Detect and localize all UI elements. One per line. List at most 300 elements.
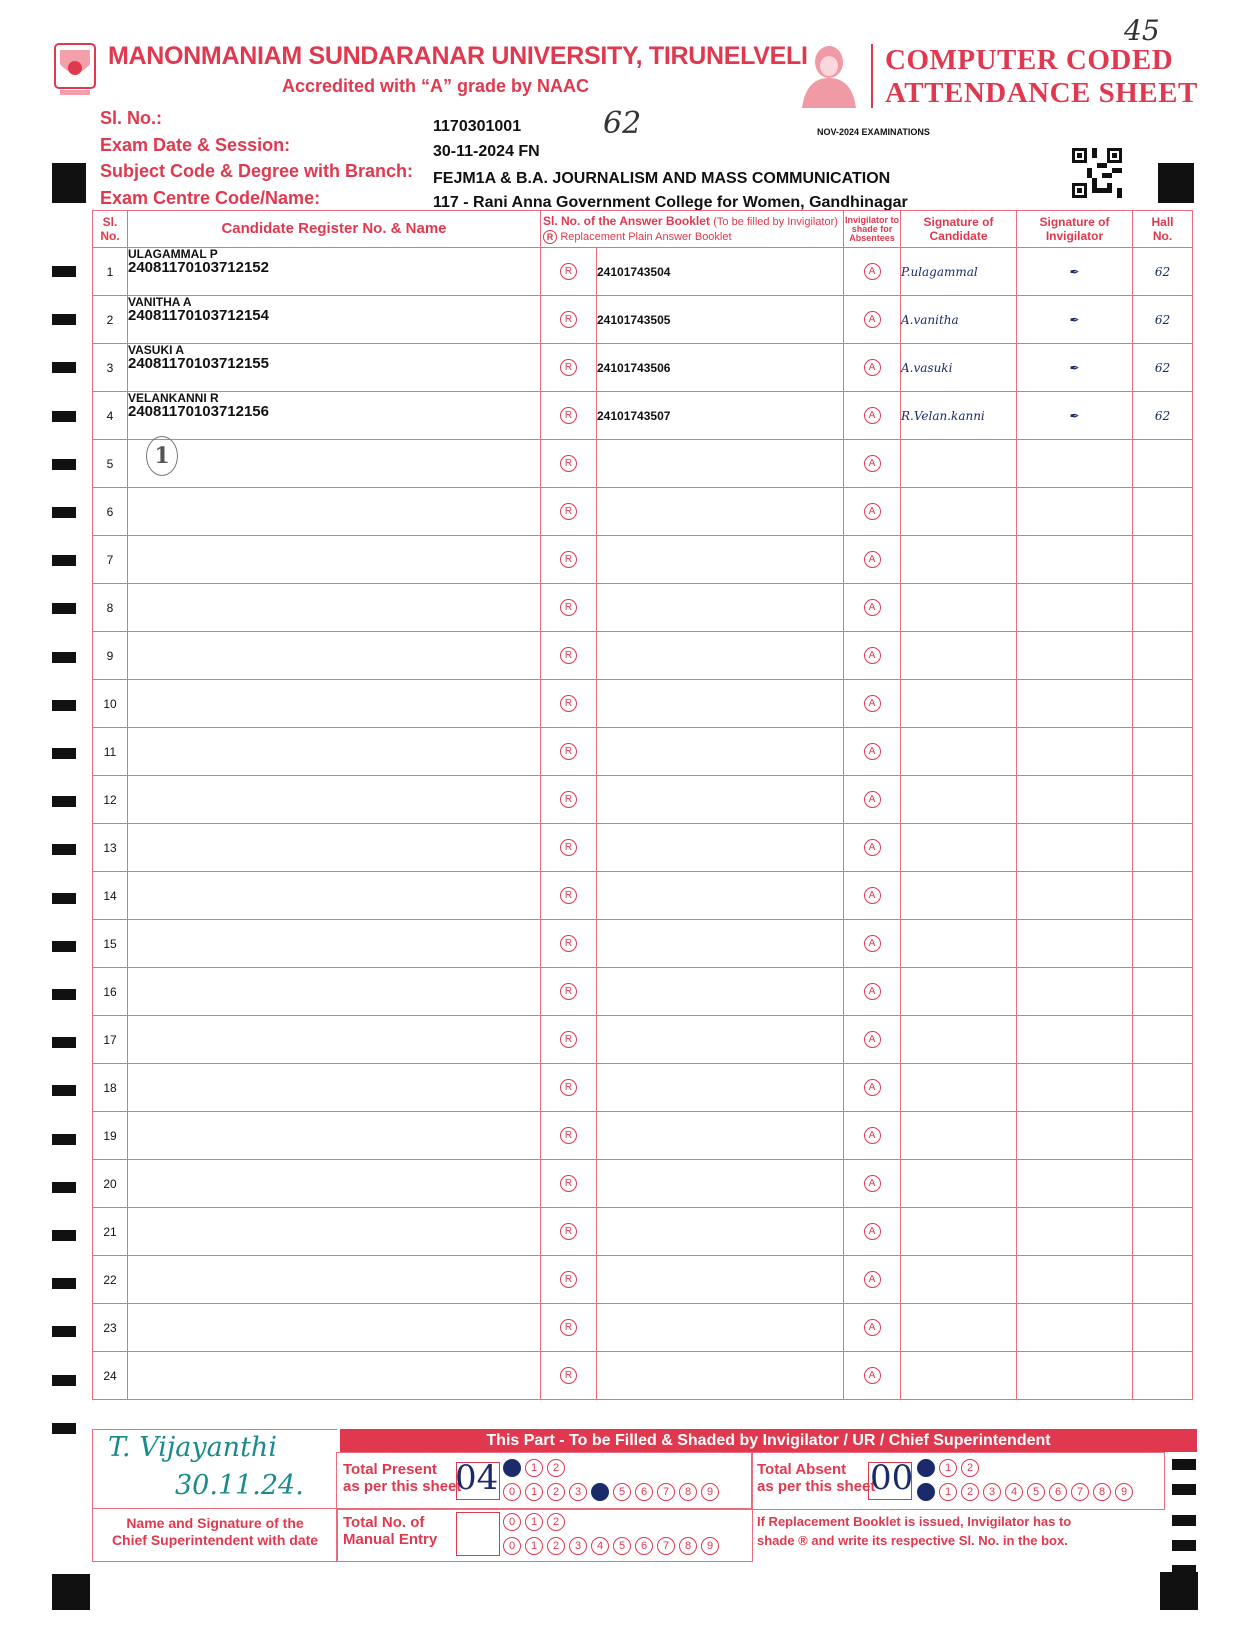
digit-bubble[interactable]: 4 <box>591 1483 609 1501</box>
invigilator-signature[interactable] <box>1017 872 1133 920</box>
absent-bubble-cell[interactable] <box>844 536 901 584</box>
exam-date-value: 30-11-2024 FN <box>433 143 540 160</box>
digit-bubble[interactable]: 0 <box>503 1513 521 1531</box>
absent-bubble-cell[interactable] <box>844 872 901 920</box>
absent-bubble[interactable]: A <box>864 839 881 856</box>
digit-bubble[interactable]: 5 <box>1027 1483 1045 1501</box>
digit-bubble[interactable]: 1 <box>939 1483 957 1501</box>
absent-bubble[interactable]: A <box>864 935 881 952</box>
absent-bubble[interactable]: A <box>864 551 881 568</box>
replacement-bubble-cell[interactable] <box>541 776 597 824</box>
candidate-cell <box>128 1208 541 1256</box>
absent-bubble-cell[interactable] <box>844 968 901 1016</box>
digit-bubble[interactable]: 2 <box>547 1483 565 1501</box>
digit-bubble[interactable]: 2 <box>547 1459 565 1477</box>
invigilator-signature[interactable] <box>1017 488 1133 536</box>
invigilator-signature[interactable]: ✒ <box>1017 392 1133 440</box>
digit-bubble[interactable]: 3 <box>983 1483 1001 1501</box>
digit-bubble[interactable]: 4 <box>591 1537 609 1555</box>
candidate-signature[interactable] <box>901 680 1017 728</box>
replacement-bubble-cell[interactable] <box>541 248 597 296</box>
hall-number[interactable] <box>1133 440 1193 488</box>
replacement-bubble[interactable]: R <box>560 1367 577 1384</box>
hall-number[interactable] <box>1133 680 1193 728</box>
digit-bubble[interactable]: 6 <box>635 1483 653 1501</box>
header-divider <box>871 44 873 108</box>
candidate-name: VASUKI A <box>128 343 185 357</box>
invigilator-signature[interactable] <box>1017 920 1133 968</box>
absent-bubble-cell[interactable] <box>844 1304 901 1352</box>
replacement-bubble-cell[interactable] <box>541 680 597 728</box>
replacement-bubble-cell[interactable] <box>541 1160 597 1208</box>
absent-bubble[interactable]: A <box>864 1271 881 1288</box>
replacement-bubble-cell[interactable] <box>541 1016 597 1064</box>
booklet-number[interactable] <box>597 1208 844 1256</box>
replacement-bubble[interactable]: R <box>560 407 577 424</box>
absent-bubble[interactable]: A <box>864 311 881 328</box>
centre-value: 117 - Rani Anna Government College for Women, Gandhinagar <box>433 194 908 211</box>
replacement-bubble[interactable]: R <box>560 743 577 760</box>
invigilator-signature[interactable] <box>1017 536 1133 584</box>
replacement-bubble[interactable]: R <box>560 647 577 664</box>
col-header-booklet <box>541 211 844 248</box>
invigilator-signature[interactable] <box>1017 824 1133 872</box>
digit-bubble[interactable]: 3 <box>569 1537 587 1555</box>
invigilator-signature[interactable] <box>1017 1256 1133 1304</box>
booklet-number[interactable]: 24101743506 <box>597 344 844 392</box>
invigilator-signature[interactable] <box>1017 968 1133 1016</box>
timing-tick <box>52 266 76 277</box>
absent-bubble-cell[interactable] <box>844 1064 901 1112</box>
hall-number[interactable] <box>1133 1112 1193 1160</box>
replacement-bubble[interactable]: R <box>560 1271 577 1288</box>
booklet-number[interactable] <box>597 824 844 872</box>
candidate-signature[interactable] <box>901 1112 1017 1160</box>
digit-bubble[interactable]: 1 <box>525 1537 543 1555</box>
booklet-header-title: Sl. No. of the Answer Booklet <box>543 214 710 228</box>
candidate-signature[interactable] <box>901 1256 1017 1304</box>
replacement-bubble[interactable]: R <box>560 1319 577 1336</box>
table-row <box>93 872 1193 920</box>
replacement-bubble[interactable]: R <box>560 1079 577 1096</box>
hall-number[interactable]: 62 <box>1133 392 1193 440</box>
replacement-bubble[interactable]: R <box>560 503 577 520</box>
sl-no-value: 1170301001 <box>433 118 522 135</box>
candidate-cell <box>128 1160 541 1208</box>
replacement-bubble-cell[interactable] <box>541 392 597 440</box>
booklet-number[interactable]: 24101743504 <box>597 248 844 296</box>
booklet-number[interactable] <box>597 920 844 968</box>
digit-bubble[interactable]: 8 <box>679 1537 697 1555</box>
absent-bubble-cell[interactable] <box>844 1208 901 1256</box>
absent-bubble-cell[interactable] <box>844 344 901 392</box>
row-slno: 5 <box>93 440 128 488</box>
booklet-number[interactable] <box>597 1160 844 1208</box>
replacement-bubble-cell[interactable] <box>541 1208 597 1256</box>
absent-bubble[interactable]: A <box>864 359 881 376</box>
digit-bubble[interactable]: 7 <box>1071 1483 1089 1501</box>
candidate-signature[interactable] <box>901 440 1017 488</box>
timing-tick <box>52 362 76 373</box>
booklet-number[interactable] <box>597 776 844 824</box>
absent-bubble-cell[interactable] <box>844 920 901 968</box>
col-header-sig-candidate: Signature of Candidate <box>901 211 1017 248</box>
replacement-bubble-cell[interactable] <box>541 728 597 776</box>
candidate-cell <box>128 536 541 584</box>
timing-tick <box>1172 1459 1196 1470</box>
candidate-signature[interactable] <box>901 1304 1017 1352</box>
absent-bubble-cell[interactable] <box>844 728 901 776</box>
booklet-number[interactable] <box>597 1064 844 1112</box>
replacement-bubble-cell[interactable] <box>541 1256 597 1304</box>
absent-bubble-cell[interactable] <box>844 632 901 680</box>
timing-tick <box>52 1037 76 1048</box>
absent-bubble[interactable]: A <box>864 407 881 424</box>
candidate-signature[interactable]: R.Velan.kanni <box>901 392 1017 440</box>
replacement-bubble-cell[interactable] <box>541 1112 597 1160</box>
registration-mark-top-right <box>1158 163 1194 203</box>
replacement-bubble[interactable]: R <box>560 599 577 616</box>
candidate-signature[interactable] <box>901 968 1017 1016</box>
chief-label-line2: Chief Superintendent with date <box>111 1532 319 1548</box>
booklet-number[interactable] <box>597 632 844 680</box>
absent-bubble[interactable]: A <box>864 503 881 520</box>
digit-bubble[interactable]: 0 <box>917 1459 935 1477</box>
digit-bubble[interactable]: 1 <box>939 1459 957 1477</box>
digit-bubble[interactable]: 6 <box>1049 1483 1067 1501</box>
hall-number[interactable]: 62 <box>1133 344 1193 392</box>
digit-bubble[interactable]: 1 <box>525 1513 543 1531</box>
booklet-number[interactable] <box>597 872 844 920</box>
table-row <box>93 344 1193 392</box>
timing-tick <box>52 1230 76 1241</box>
centre-label: Exam Centre Code/Name: <box>100 188 321 208</box>
invigilator-signature[interactable]: ✒ <box>1017 344 1133 392</box>
row-slno: 17 <box>93 1016 128 1064</box>
booklet-number[interactable]: 24101743507 <box>597 392 844 440</box>
manual-entry-write-box[interactable] <box>456 1512 500 1556</box>
absent-bubble-cell[interactable] <box>844 248 901 296</box>
digit-bubble[interactable]: 1 <box>525 1459 543 1477</box>
timing-tick <box>52 796 76 807</box>
founder-portrait <box>796 42 862 108</box>
hall-number[interactable] <box>1133 1064 1193 1112</box>
replacement-bubble[interactable]: R <box>560 263 577 280</box>
booklet-number[interactable] <box>597 440 844 488</box>
replacement-bubble[interactable]: R <box>560 935 577 952</box>
total-absent-line2: as per this sheet <box>757 1478 876 1495</box>
qr-code <box>1072 148 1122 198</box>
hall-number[interactable] <box>1133 872 1193 920</box>
invigilator-signature[interactable] <box>1017 1304 1133 1352</box>
hall-number[interactable]: 62 <box>1133 248 1193 296</box>
hall-number[interactable]: 62 <box>1133 296 1193 344</box>
digit-bubble[interactable]: 2 <box>961 1483 979 1501</box>
booklet-number[interactable] <box>597 968 844 1016</box>
digit-bubble[interactable]: 6 <box>635 1537 653 1555</box>
replacement-note-line2: shade ® and write its respective Sl. No. in the box. <box>757 1533 1068 1548</box>
candidate-signature[interactable]: P.ulagammal <box>901 248 1017 296</box>
absent-bubble[interactable]: A <box>864 743 881 760</box>
absent-bubble[interactable]: A <box>864 887 881 904</box>
digit-bubble[interactable]: 0 <box>503 1483 521 1501</box>
invigilator-signature[interactable] <box>1017 632 1133 680</box>
university-logo <box>52 42 98 98</box>
digit-bubble[interactable]: 3 <box>569 1483 587 1501</box>
absent-bubble[interactable]: A <box>864 647 881 664</box>
digit-bubble[interactable]: 5 <box>613 1537 631 1555</box>
absent-bubble-cell[interactable] <box>844 824 901 872</box>
replacement-bubble-cell[interactable] <box>541 296 597 344</box>
digit-bubble[interactable]: 5 <box>613 1483 631 1501</box>
replacement-bubble-cell[interactable] <box>541 440 597 488</box>
booklet-number[interactable] <box>597 1112 844 1160</box>
candidate-signature[interactable] <box>901 1016 1017 1064</box>
hall-number[interactable] <box>1133 536 1193 584</box>
hall-number[interactable] <box>1133 728 1193 776</box>
absent-bubble-cell[interactable] <box>844 1352 901 1400</box>
absent-bubble-cell[interactable] <box>844 1016 901 1064</box>
replacement-bubble[interactable]: R <box>560 311 577 328</box>
hall-number[interactable] <box>1133 1160 1193 1208</box>
candidate-signature[interactable] <box>901 488 1017 536</box>
replacement-bubble[interactable]: R <box>560 1031 577 1048</box>
absent-bubble[interactable]: A <box>864 263 881 280</box>
hall-number[interactable] <box>1133 1352 1193 1400</box>
invigilator-signature[interactable] <box>1017 728 1133 776</box>
replacement-bubble[interactable]: R <box>560 359 577 376</box>
table-row <box>93 1256 1193 1304</box>
replacement-bubble[interactable]: R <box>560 1175 577 1192</box>
absent-bubble[interactable]: A <box>864 695 881 712</box>
hall-number[interactable] <box>1133 776 1193 824</box>
timing-tick <box>52 603 76 614</box>
digit-bubble[interactable]: 9 <box>1115 1483 1133 1501</box>
candidate-signature[interactable]: A.vanitha <box>901 296 1017 344</box>
digit-bubble[interactable]: 4 <box>1005 1483 1023 1501</box>
invigilator-signature[interactable] <box>1017 1016 1133 1064</box>
candidate-signature[interactable] <box>901 584 1017 632</box>
digit-bubble[interactable]: 0 <box>917 1483 935 1501</box>
invigilator-signature[interactable] <box>1017 1352 1133 1400</box>
hall-number[interactable] <box>1133 1256 1193 1304</box>
timing-tick <box>52 1085 76 1096</box>
manual-entry-tens-bubbles[interactable] <box>503 1512 569 1531</box>
booklet-number[interactable] <box>597 728 844 776</box>
booklet-number[interactable] <box>597 1352 844 1400</box>
sl-no-label: Sl. No.: <box>100 108 162 128</box>
sheet-title-line1: COMPUTER CODED <box>885 44 1174 76</box>
absent-bubble-cell[interactable] <box>844 1160 901 1208</box>
invigilator-signature[interactable] <box>1017 1208 1133 1256</box>
hall-number[interactable] <box>1133 1304 1193 1352</box>
candidate-signature[interactable] <box>901 872 1017 920</box>
table-row <box>93 1112 1193 1160</box>
replacement-bubble[interactable]: R <box>560 551 577 568</box>
digit-bubble[interactable]: 1 <box>525 1483 543 1501</box>
replacement-bubble-cell[interactable] <box>541 488 597 536</box>
digit-bubble[interactable]: 9 <box>701 1483 719 1501</box>
absent-bubble-cell[interactable] <box>844 1112 901 1160</box>
digit-bubble[interactable]: 8 <box>679 1483 697 1501</box>
candidate-cell <box>128 248 541 296</box>
absent-bubble-cell[interactable] <box>844 680 901 728</box>
row-slno: 3 <box>93 344 128 392</box>
row-slno: 10 <box>93 680 128 728</box>
candidate-signature[interactable]: A.vasuki <box>901 344 1017 392</box>
manual-entry-units-bubbles[interactable] <box>503 1536 723 1555</box>
replacement-bubble[interactable]: R <box>560 455 577 472</box>
replacement-bubble-cell[interactable] <box>541 632 597 680</box>
invigilator-signature[interactable]: ✒ <box>1017 248 1133 296</box>
invigilator-signature[interactable] <box>1017 1064 1133 1112</box>
replacement-bubble-cell[interactable] <box>541 1304 597 1352</box>
accreditation: Accredited with “A” grade by NAAC <box>282 76 590 96</box>
booklet-number[interactable] <box>597 1256 844 1304</box>
absent-bubble[interactable]: A <box>864 1079 881 1096</box>
absent-bubble[interactable]: A <box>864 1367 881 1384</box>
hall-number[interactable] <box>1133 1016 1193 1064</box>
table-row <box>93 728 1193 776</box>
absent-bubble-cell[interactable] <box>844 296 901 344</box>
digit-bubble[interactable]: 7 <box>657 1537 675 1555</box>
digit-bubble[interactable]: 7 <box>657 1483 675 1501</box>
total-absent-units-bubbles[interactable] <box>917 1482 1137 1501</box>
digit-bubble[interactable]: 9 <box>701 1537 719 1555</box>
absent-bubble[interactable]: A <box>864 599 881 616</box>
row-slno: 15 <box>93 920 128 968</box>
table-row <box>93 392 1193 440</box>
candidate-signature[interactable] <box>901 632 1017 680</box>
hall-number[interactable] <box>1133 584 1193 632</box>
candidate-signature[interactable] <box>901 1160 1017 1208</box>
timing-tick <box>52 1375 76 1386</box>
replacement-bubble[interactable]: R <box>560 1223 577 1240</box>
candidate-cell <box>128 392 541 440</box>
invigilator-signature[interactable] <box>1017 440 1133 488</box>
absent-bubble[interactable]: A <box>864 1175 881 1192</box>
digit-bubble[interactable]: 0 <box>503 1537 521 1555</box>
timing-tick <box>52 652 76 663</box>
absent-bubble[interactable]: A <box>864 1223 881 1240</box>
replacement-bubble[interactable]: R <box>560 983 577 1000</box>
candidate-cell <box>128 968 541 1016</box>
absent-bubble-cell[interactable] <box>844 488 901 536</box>
absent-bubble[interactable]: A <box>864 983 881 1000</box>
hall-number[interactable] <box>1133 1208 1193 1256</box>
candidate-signature[interactable] <box>901 776 1017 824</box>
timing-tick <box>1172 1565 1196 1576</box>
invigilator-signature[interactable] <box>1017 776 1133 824</box>
candidate-signature[interactable] <box>901 920 1017 968</box>
replacement-bubble-cell[interactable] <box>541 344 597 392</box>
total-absent-tens-bubbles[interactable] <box>917 1458 983 1477</box>
hall-number[interactable] <box>1133 488 1193 536</box>
replacement-bubble-cell[interactable] <box>541 920 597 968</box>
absent-bubble[interactable]: A <box>864 1319 881 1336</box>
replacement-bubble[interactable]: R <box>560 695 577 712</box>
row-slno: 20 <box>93 1160 128 1208</box>
absent-bubble[interactable]: A <box>864 455 881 472</box>
timing-tick <box>52 844 76 855</box>
candidate-signature[interactable] <box>901 1208 1017 1256</box>
booklet-number[interactable] <box>597 1304 844 1352</box>
table-header-row <box>93 211 1193 248</box>
replacement-bubble-cell[interactable] <box>541 824 597 872</box>
total-present-units-bubbles[interactable] <box>503 1482 723 1501</box>
total-absent-line1: Total Absent <box>757 1461 847 1478</box>
replacement-bubble-cell[interactable] <box>541 1064 597 1112</box>
hall-number[interactable] <box>1133 920 1193 968</box>
chief-signature: T. Vijayanthi <box>108 1432 277 1463</box>
row-slno: 4 <box>93 392 128 440</box>
absent-bubble-cell[interactable] <box>844 584 901 632</box>
timing-tick <box>52 555 76 566</box>
absent-bubble-cell[interactable] <box>844 392 901 440</box>
replacement-bubble-cell[interactable] <box>541 536 597 584</box>
invigilator-signature[interactable] <box>1017 1160 1133 1208</box>
digit-bubble[interactable]: 2 <box>547 1537 565 1555</box>
absent-bubble-cell[interactable] <box>844 440 901 488</box>
candidate-signature[interactable] <box>901 1064 1017 1112</box>
replacement-bubble-cell[interactable] <box>541 968 597 1016</box>
absent-bubble-cell[interactable] <box>844 1256 901 1304</box>
invigilator-signature[interactable]: ✒ <box>1017 296 1133 344</box>
hall-number[interactable] <box>1133 968 1193 1016</box>
digit-bubble[interactable]: 8 <box>1093 1483 1111 1501</box>
absent-bubble[interactable]: A <box>864 1127 881 1144</box>
digit-bubble[interactable]: 0 <box>503 1459 521 1477</box>
candidate-signature[interactable] <box>901 824 1017 872</box>
absent-bubble-cell[interactable] <box>844 776 901 824</box>
candidate-cell <box>128 1352 541 1400</box>
row-slno: 14 <box>93 872 128 920</box>
candidate-signature[interactable] <box>901 728 1017 776</box>
candidate-signature[interactable] <box>901 536 1017 584</box>
page-count-mark: 45 <box>1124 14 1160 47</box>
booklet-number[interactable] <box>597 584 844 632</box>
replacement-bubble[interactable]: R <box>560 1127 577 1144</box>
invigilator-signature[interactable] <box>1017 680 1133 728</box>
candidate-signature[interactable] <box>901 1352 1017 1400</box>
digit-bubble[interactable]: 2 <box>961 1459 979 1477</box>
invigilator-signature[interactable] <box>1017 1112 1133 1160</box>
booklet-number[interactable]: 24101743505 <box>597 296 844 344</box>
replacement-bubble[interactable]: R <box>560 791 577 808</box>
booklet-number[interactable] <box>597 536 844 584</box>
total-present-label <box>343 1461 461 1495</box>
hall-number[interactable] <box>1133 632 1193 680</box>
replacement-bubble[interactable]: R <box>560 887 577 904</box>
candidate-cell <box>128 1016 541 1064</box>
replacement-bubble-cell[interactable] <box>541 872 597 920</box>
replacement-bubble-cell[interactable] <box>541 584 597 632</box>
replacement-bubble-cell[interactable] <box>541 1352 597 1400</box>
booklet-number[interactable] <box>597 1016 844 1064</box>
table-row <box>93 968 1193 1016</box>
absent-bubble[interactable]: A <box>864 791 881 808</box>
absent-bubble[interactable]: A <box>864 1031 881 1048</box>
hall-number[interactable] <box>1133 824 1193 872</box>
total-present-tens-bubbles[interactable] <box>503 1458 569 1477</box>
row-slno: 11 <box>93 728 128 776</box>
booklet-number[interactable] <box>597 680 844 728</box>
table-row <box>93 824 1193 872</box>
booklet-number[interactable] <box>597 488 844 536</box>
digit-bubble[interactable]: 2 <box>547 1513 565 1531</box>
replacement-bubble[interactable]: R <box>560 839 577 856</box>
invigilator-signature[interactable] <box>1017 584 1133 632</box>
